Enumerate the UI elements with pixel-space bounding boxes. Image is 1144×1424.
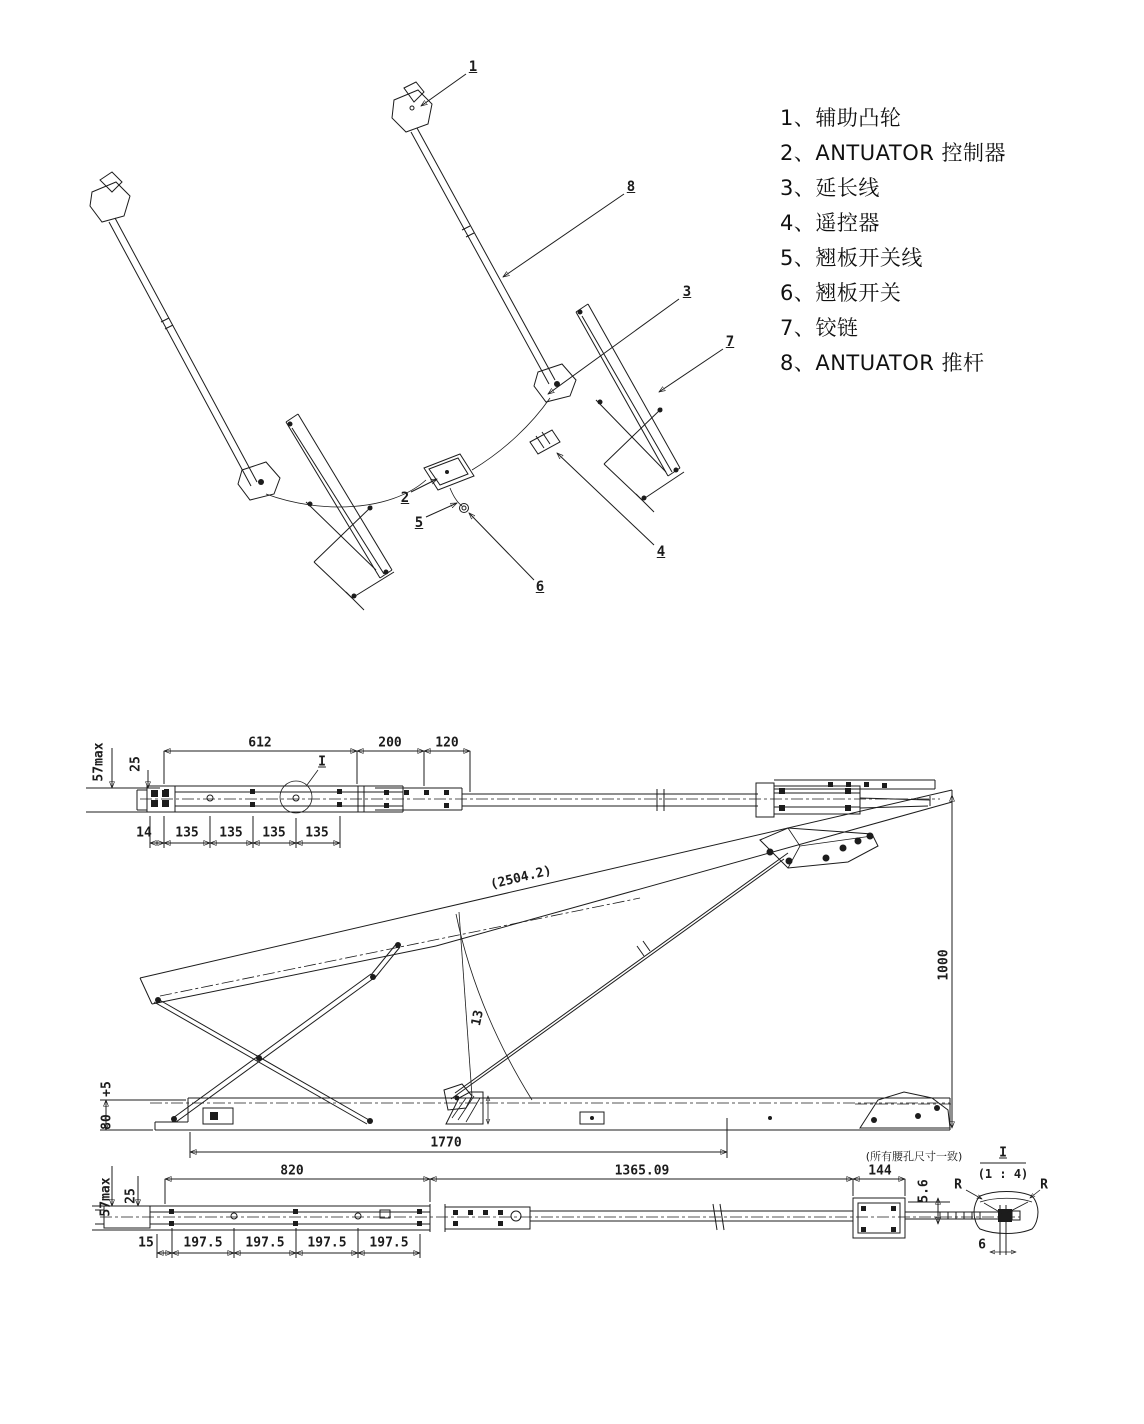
dim-14: 14	[136, 825, 152, 841]
callout-8: 8	[626, 179, 636, 195]
detail-title-I: I	[999, 1145, 1007, 1161]
dim-57max-bottom-view: 57max	[98, 1177, 114, 1217]
parts-list-item-6: 6、翘板开关	[780, 281, 902, 305]
dim-197-4: 197.5	[369, 1235, 409, 1251]
dim-612: 612	[248, 735, 272, 751]
detail-scale: (1 : 4)	[977, 1167, 1029, 1181]
dim-200: 200	[378, 735, 402, 751]
parts-list-item-2: 2、ANTUATOR 控制器	[780, 141, 1006, 165]
radius-label-right: R	[1040, 1177, 1048, 1193]
dim-angle-13: 13	[469, 1008, 487, 1028]
parts-list-item-3: 3、延长线	[780, 176, 880, 200]
dim-197-2: 197.5	[245, 1235, 285, 1251]
dim-57max-top-view: 57max	[91, 742, 107, 782]
dim-80: 80	[99, 1114, 115, 1130]
dim-6: 6	[978, 1237, 986, 1253]
dim-135-2: 135	[219, 825, 243, 841]
parts-list-item-8: 8、ANTUATOR 推杆	[780, 351, 985, 375]
dim-tolerance-plus5: +5	[99, 1081, 115, 1097]
radius-label-left: R	[954, 1177, 962, 1193]
dim-1770: 1770	[430, 1135, 462, 1151]
dim-135-1: 135	[175, 825, 199, 841]
callout-3: 3	[682, 284, 692, 300]
dim-197-3: 197.5	[307, 1235, 347, 1251]
callout-4: 4	[656, 544, 666, 560]
note-slot-holes: (所有腰孔尺寸一致)	[865, 1150, 963, 1163]
dim-135-3: 135	[262, 825, 286, 841]
top-plan-view-drawing	[86, 748, 940, 848]
callout-2: 2	[400, 490, 410, 506]
parts-list-item-5: 5、翘板开关线	[780, 246, 923, 270]
dim-1365: 1365.09	[614, 1163, 670, 1179]
dim-820: 820	[280, 1163, 304, 1179]
callout-6: 6	[535, 579, 545, 595]
dim-197-1: 197.5	[183, 1235, 223, 1251]
parts-list-item-4: 4、遥控器	[780, 211, 880, 235]
callout-7: 7	[725, 334, 735, 350]
parts-list-item-7: 7、铰链	[780, 316, 859, 340]
dim-25-top-view: 25	[128, 756, 144, 772]
bottom-plan-view-drawing	[92, 1163, 1040, 1258]
callout-leaders	[411, 74, 723, 580]
exploded-view-drawing	[90, 74, 723, 610]
dim-120: 120	[435, 735, 459, 751]
dim-144: 144	[868, 1163, 892, 1179]
dim-5-6: 5.6	[916, 1179, 932, 1203]
callout-5: 5	[414, 515, 424, 531]
detail-mark-I-top-view: I	[318, 754, 326, 770]
dim-15: 15	[138, 1235, 154, 1251]
parts-list-item-1: 1、辅助凸轮	[780, 106, 902, 130]
dim-135-4: 135	[305, 825, 329, 841]
dim-overall-2504: (2504.2)	[488, 863, 554, 893]
dim-1000: 1000	[936, 949, 952, 981]
dim-25-bottom-view: 25	[123, 1188, 139, 1204]
callout-1: 1	[468, 59, 478, 75]
side-view-drawing	[100, 790, 952, 1158]
